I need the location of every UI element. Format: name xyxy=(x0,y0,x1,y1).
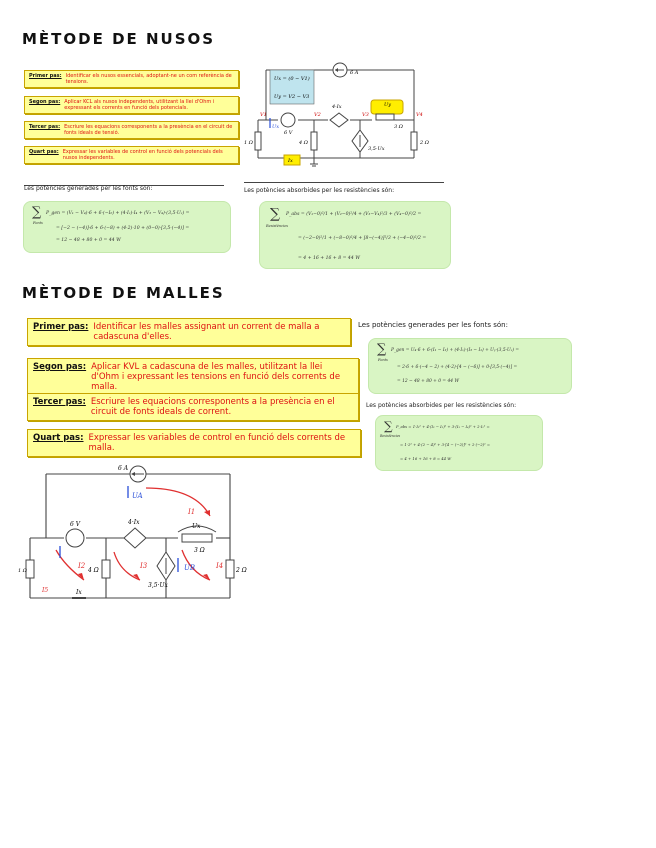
step-label: Segon pas: xyxy=(33,362,87,372)
mesh-step-1 xyxy=(27,318,351,346)
nodes-gen-formula: ∑ Fonts P_gen = (V₁ − V₄)·6 + 6·(−I₆) + (4·Iₓ)·I₄ + (V₃ − V₄)·(3,5·Uₓ) = = [−2 − (−4)]·6 + 6·(−8) + (4·2)·10 + (0−0)·[3,5·(−4)] = = 12 − 48 + 80 + 0 = 44 W xyxy=(24,202,230,252)
svg-text:Ux: Ux xyxy=(192,523,201,530)
step-label: Tercer pas: xyxy=(33,397,86,407)
svg-text:4 Ω: 4 Ω xyxy=(88,567,99,574)
nodes-step-3 xyxy=(24,121,239,139)
svg-text:6 V: 6 V xyxy=(284,130,293,136)
nodes-title: MÈTODE DE NUSOS xyxy=(22,30,216,48)
step-label: Primer pas: xyxy=(29,73,62,79)
svg-text:3,5·Ux: 3,5·Ux xyxy=(148,582,168,589)
step-text: Aplicar KCL als nusos independents, utilitzant la llei d'Ohm i expressant els corrents en funció dels potencials. xyxy=(64,99,215,111)
step-label: Quart pas: xyxy=(29,149,59,155)
nodes-step-1 xyxy=(24,70,239,88)
svg-text:I5: I5 xyxy=(42,587,49,594)
svg-text:2 Ω: 2 Ω xyxy=(420,140,429,146)
svg-text:4·Ix: 4·Ix xyxy=(332,104,342,110)
mesh-abs-caption: Les potències absorbides per les resistències són: xyxy=(366,402,517,409)
svg-text:I3: I3 xyxy=(140,562,148,570)
step-label: Segon pas: xyxy=(29,99,61,105)
svg-text:V3: V3 xyxy=(362,112,369,118)
nodes-abs-formula: ∑ Resistències P_abs = (V₁−0)²/1 + (V₂−0)²/4 + (V₃−V₄)²/3 + (V₄−0)²/2 = = (−2−0)²/1 + (−8−0)²/4 + [8−(−4)]²/3 + (−4−0)²/2 = = 4 + 16 + 16 + 8 = 44 W xyxy=(260,202,450,268)
step-text: Escriure les equacions corresponents a la presència en el circuit de fonts ideals de tensió. xyxy=(64,124,233,136)
svg-text:V1: V1 xyxy=(260,112,267,118)
mesh-step-4 xyxy=(27,429,361,457)
svg-text:4·Ix: 4·Ix xyxy=(128,519,140,526)
svg-text:3,5·Ux: 3,5·Ux xyxy=(368,146,385,152)
mesh-circuit-diagram xyxy=(20,462,252,604)
svg-text:Ux: Ux xyxy=(272,124,280,130)
svg-text:4 Ω: 4 Ω xyxy=(299,140,308,146)
step-label: Quart pas: xyxy=(33,433,84,443)
svg-text:V2: V2 xyxy=(314,112,321,118)
nodes-step-4 xyxy=(24,146,239,164)
nodes-step-2 xyxy=(24,96,239,114)
svg-text:6 A: 6 A xyxy=(350,70,359,76)
step-text: Identificar les malles assignant un corrent de malla a cadascuna d'elles. xyxy=(93,322,320,342)
nodes-circuit-diagram xyxy=(244,58,436,182)
svg-text:6 A: 6 A xyxy=(118,465,129,472)
svg-text:3 Ω: 3 Ω xyxy=(194,547,205,554)
svg-text:V4: V4 xyxy=(416,112,423,118)
mesh-gen-formula: ∑ Fonts P_gen = U₄·6 + 6·(I₁ − I₂) + (4·Iₓ)·(I₃ − I₁) + Uᵧ·(3,5·Uₓ) = = 2·6 + 6·(−4 − 2) + (4·2)·[4 − (−6)] + 0·[3,5·(−4)] = = 12 − 48 + 80 + 0 = 44 W xyxy=(369,339,571,393)
mesh-abs-formula: ∑ Resistències P_abs = 1·I₂² + 4·(I₂ − I₃)² + 3·(I₃ − I₄)² + 2·I₅² = = 1·2² + 4·(2 − 4)² + 3·[4 − (−2)]² + 2·(−2)² = = 4 + 16 + 16 + 8 = 44 W xyxy=(376,416,542,470)
step-text: Identificar els nusos essencials, adoptant-ne un com referència de tensions. xyxy=(65,73,232,85)
svg-text:2 Ω: 2 Ω xyxy=(236,567,247,574)
svg-text:1 Ω: 1 Ω xyxy=(244,140,253,146)
svg-text:UB: UB xyxy=(184,564,196,572)
svg-text:I4: I4 xyxy=(216,562,224,570)
step-text: Expressar les variables de control en funció dels potencials dels nusos independents. xyxy=(62,149,223,161)
step-label: Tercer pas: xyxy=(29,124,61,130)
svg-text:I1: I1 xyxy=(188,508,196,516)
svg-text:Ix: Ix xyxy=(76,589,82,596)
svg-text:UA: UA xyxy=(132,492,143,500)
step-label: Primer pas: xyxy=(33,322,89,332)
mesh-gen-caption: Les potències generades per les fonts són: xyxy=(358,321,508,329)
svg-text:6 V: 6 V xyxy=(70,521,81,528)
step-text: Expressar les variables de control en funció dels corrents de malla. xyxy=(88,433,346,453)
nodes-abs-caption: Les potències absorbides per les resistències són: xyxy=(244,187,395,194)
mesh-step-3 xyxy=(27,393,359,421)
svg-text:1 Ω: 1 Ω xyxy=(18,568,27,574)
svg-text:Uy: Uy xyxy=(384,102,392,108)
eq-uy: Uy = V2 − V3 xyxy=(274,94,310,100)
nodes-gen-caption: Les potències generades per les fonts són: xyxy=(24,185,153,192)
step-text: Escriure les equacions corresponents a la presència en el circuit de fonts ideals de corrent. xyxy=(90,397,335,417)
svg-text:Ix: Ix xyxy=(288,158,293,164)
eq-ux: Ux = (0 − V1) xyxy=(274,76,310,82)
mesh-title: MÈTODE DE MALLES xyxy=(22,284,225,302)
step-text: Aplicar KVL a cadascuna de les malles, utilitzant la llei d'Ohm i expressant les tensions en funció dels corrents de malla. xyxy=(91,362,341,392)
mesh-step-2 xyxy=(27,358,359,396)
svg-text:3 Ω: 3 Ω xyxy=(394,124,403,130)
svg-text:I2: I2 xyxy=(78,562,86,570)
